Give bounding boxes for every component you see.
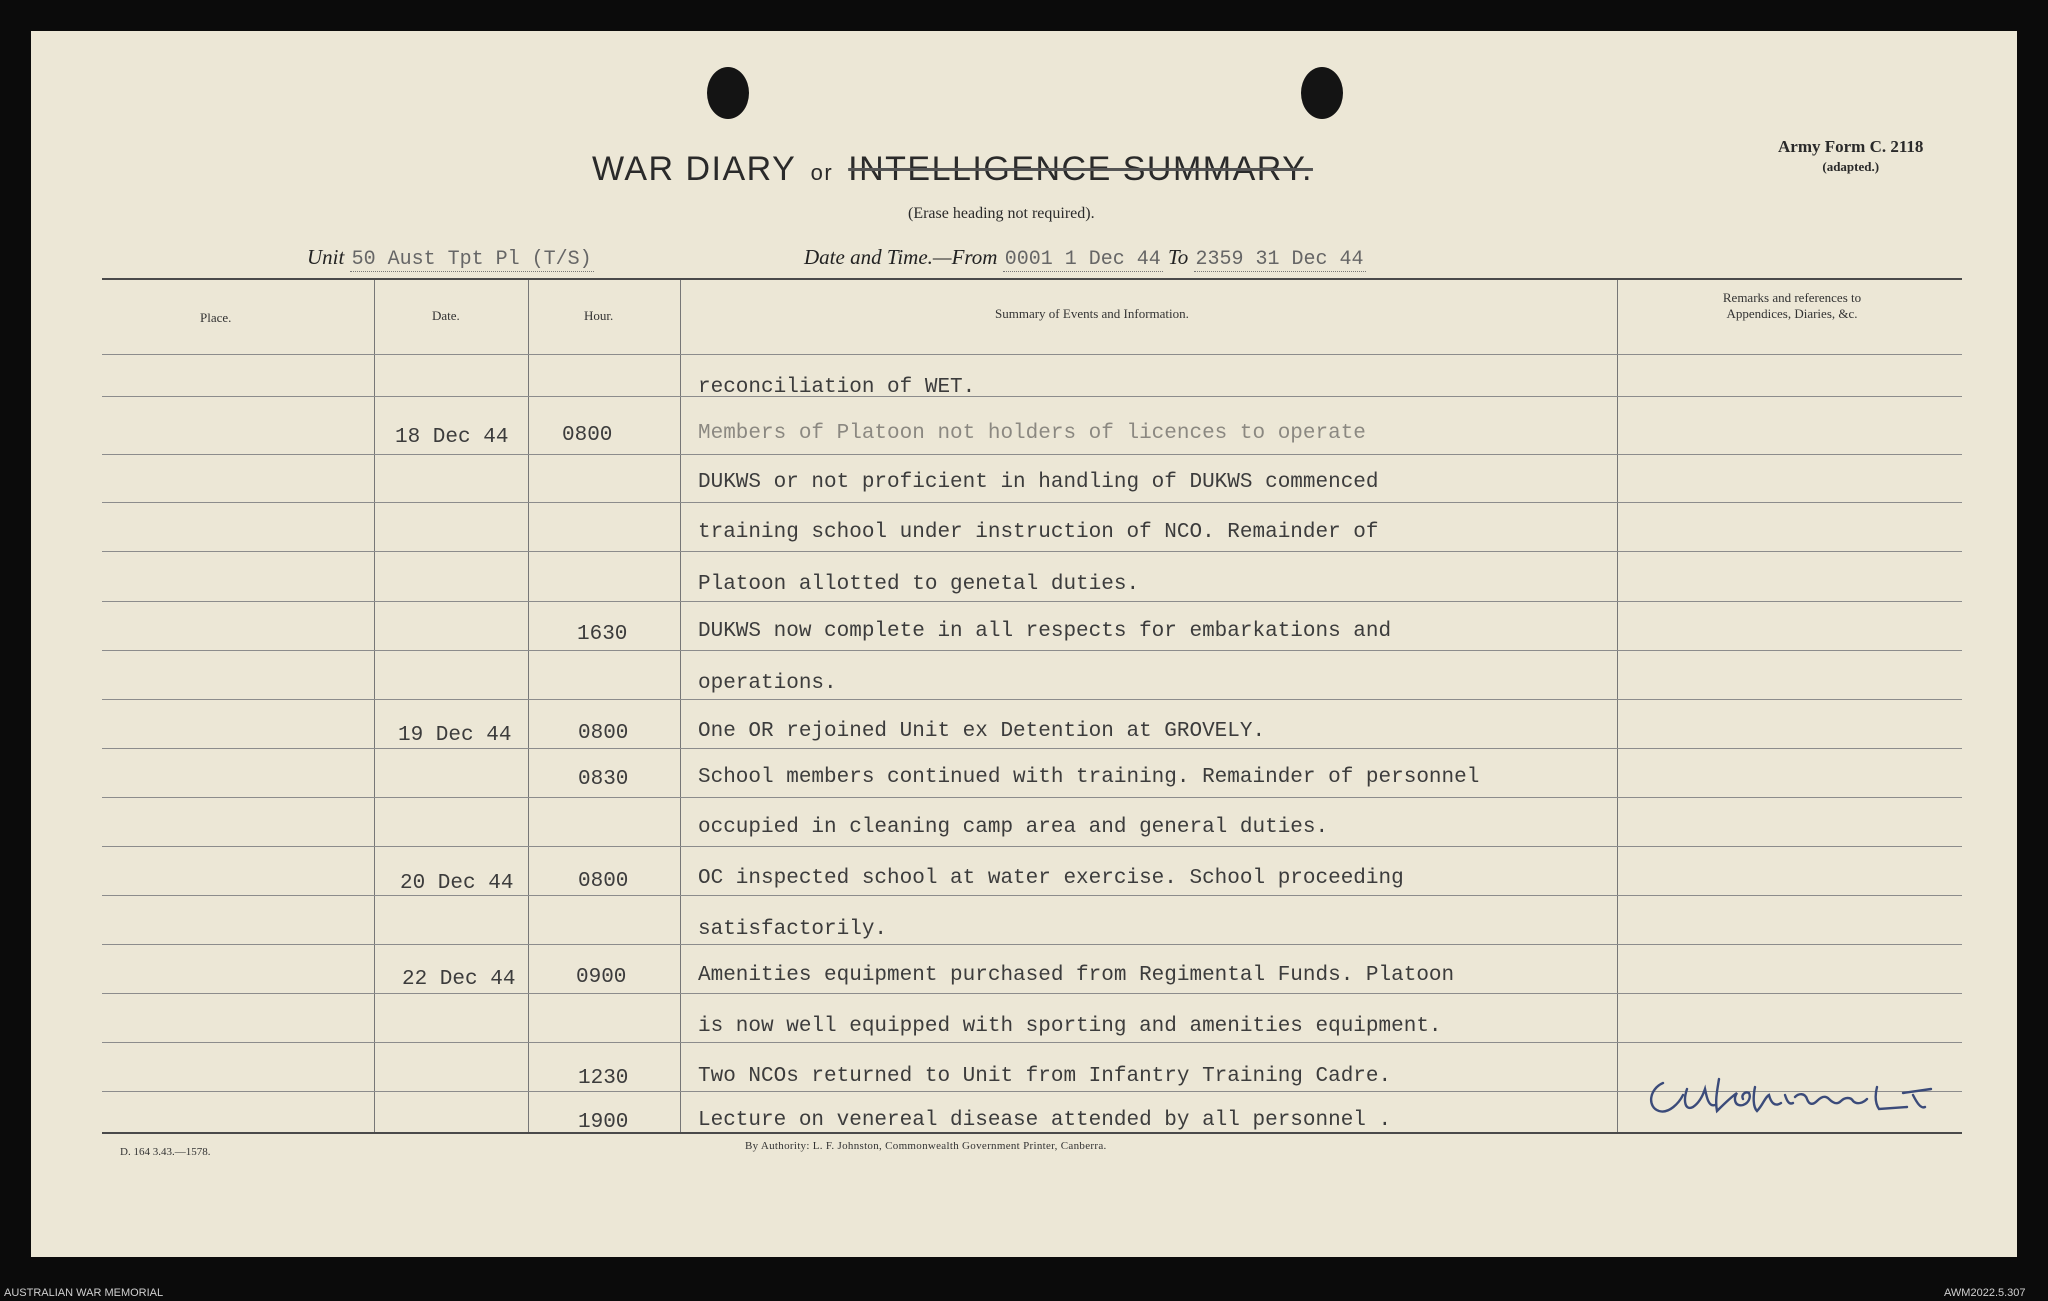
column-header-summary: Summary of Events and Information. (995, 306, 1189, 321)
entry-text: Lecture on venereal disease attended by all personnel . (698, 1109, 1392, 1132)
ruled-line (102, 650, 1962, 651)
column-header-remarks: Remarks and references to Appendices, Diaries, &c. (1722, 290, 1862, 321)
entry-text: Two NCOs returned to Unit from Infantry Training Cadre. (698, 1065, 1392, 1088)
ruled-line (102, 944, 1962, 945)
entry-text: occupied in cleaning camp area and general duties. (698, 816, 1329, 839)
unit-field (307, 245, 594, 271)
ruled-line (102, 895, 1962, 896)
ruled-line (102, 797, 1962, 798)
entry-text: School members continued with training. Remainder of personnel (698, 766, 1480, 789)
date-time-label: Date and Time.—From (804, 245, 998, 269)
column-divider-summary (1617, 280, 1618, 1132)
table-bottom-rule (102, 1132, 1962, 1134)
entry-text: Members of Platoon not holders of licences to operate (698, 422, 1366, 445)
ruled-line (102, 846, 1962, 847)
entry-hour: 0900 (576, 966, 627, 989)
column-divider-hour (680, 280, 681, 1132)
punch-hole-right (1301, 67, 1343, 119)
printer-authority: By Authority: L. F. Johnston, Commonwealth Government Printer, Canberra. (745, 1140, 1107, 1152)
column-divider-date (528, 280, 529, 1132)
ruled-line (102, 454, 1962, 455)
title-war-diary: WAR DIARY (592, 150, 796, 188)
ruled-line (102, 601, 1962, 602)
entry-text: operations. (698, 672, 837, 695)
title-or: or (810, 160, 834, 185)
entry-hour: 0830 (578, 768, 629, 791)
column-header-hour: Hour. (584, 308, 614, 323)
entry-text: DUKWS now complete in all respects for embarkations and (698, 620, 1392, 643)
entry-text: OC inspected school at water exercise. School proceeding (698, 867, 1404, 890)
entry-hour: 0800 (562, 424, 613, 447)
entry-text: DUKWS or not proficient in handling of DUKWS commenced (698, 471, 1379, 494)
column-header-place: Place. (200, 310, 232, 325)
entry-text: reconciliation of WET. (698, 376, 976, 399)
title-intelligence-summary: INTELLIGENCE SUMMARY. (848, 150, 1313, 188)
to-value: 2359 31 Dec 44 (1195, 248, 1364, 271)
entry-hour: 1230 (578, 1067, 629, 1090)
page-title (592, 150, 1313, 189)
unit-value: 50 Aust Tpt Pl (T/S) (351, 248, 592, 271)
date-time-field (804, 245, 1366, 271)
army-form-label (1778, 137, 1923, 177)
entry-text: One OR rejoined Unit ex Detention at GROVELY. (698, 720, 1266, 743)
entry-text: Platoon allotted to genetal duties. (698, 573, 1140, 596)
entry-date: 22 Dec 44 (402, 968, 516, 991)
column-header-date: Date. (432, 308, 460, 323)
ruled-line (102, 354, 1962, 355)
entry-hour: 0800 (578, 722, 629, 745)
erase-note: (Erase heading not required). (908, 205, 1095, 222)
column-divider-place (374, 280, 375, 1132)
caption-right: AWM2022.5.307 (1944, 1287, 2026, 1299)
army-form-number: Army Form C. 2118 (1778, 137, 1924, 156)
entry-text: training school under instruction of NCO. Remainder of (698, 521, 1379, 544)
ruled-line (102, 699, 1962, 700)
to-label: To (1168, 245, 1189, 269)
entry-date: 18 Dec 44 (395, 426, 509, 449)
entry-date: 19 Dec 44 (398, 724, 512, 747)
entry-text: is now well equipped with sporting and amenities equipment. (698, 1015, 1442, 1038)
signature (1645, 1065, 1985, 1130)
entry-text: Amenities equipment purchased from Regimental Funds. Platoon (698, 964, 1455, 987)
ruled-line (102, 396, 1962, 397)
unit-label: Unit (307, 245, 345, 269)
ruled-line (102, 551, 1962, 552)
from-value: 0001 1 Dec 44 (1004, 248, 1161, 271)
ruled-line (102, 748, 1962, 749)
ruled-line (102, 502, 1962, 503)
entry-hour: 1630 (577, 623, 628, 646)
form-code: D. 164 3.43.—1578. (120, 1146, 211, 1158)
punch-hole-left (707, 67, 749, 119)
entry-date: 20 Dec 44 (400, 872, 514, 895)
entry-hour: 0800 (578, 870, 629, 893)
ruled-line (102, 993, 1962, 994)
ruled-line (102, 1042, 1962, 1043)
army-form-adapted: (adapted.) (1822, 159, 1880, 174)
table-top-rule (102, 278, 1962, 280)
entry-hour: 1900 (578, 1111, 629, 1134)
signature-icon (1645, 1065, 1985, 1125)
entry-text: satisfactorily. (698, 918, 888, 941)
caption-left: AUSTRALIAN WAR MEMORIAL (4, 1287, 164, 1299)
